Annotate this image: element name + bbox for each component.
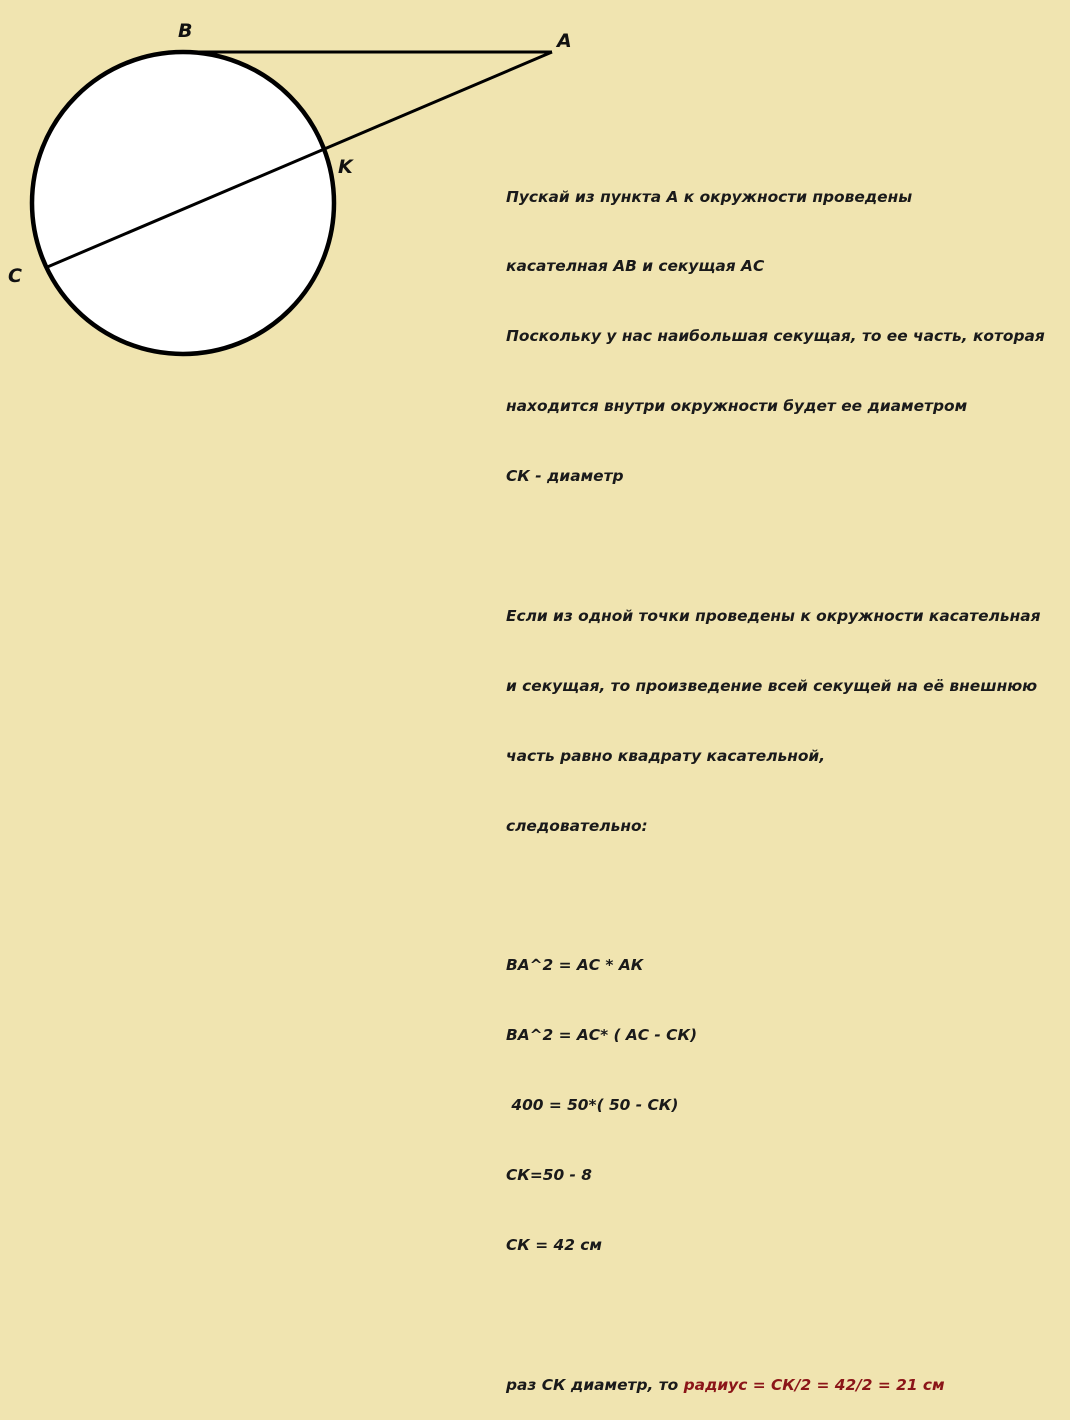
equation-line: СК = 42 см <box>506 1235 602 1254</box>
text-line: Пускай из пункта А к окружности проведены <box>506 187 913 206</box>
conclusion-line <box>506 1374 1045 1397</box>
text-line: и секущая, то произведение всей секущей на её внешнюю <box>506 676 1038 695</box>
point-label-b: B <box>178 20 193 42</box>
blank-line <box>506 535 1045 558</box>
solution-text <box>506 139 1045 1420</box>
text-line: касателная АВ и секущая АС <box>506 257 765 276</box>
text-line: Поскольку у нас наибольшая секущая, то ее часть, которая <box>506 327 1045 346</box>
radius-answer: радиус = СК/2 = 42/2 = 21 см <box>683 1375 945 1394</box>
blank-line <box>506 885 1045 908</box>
circle <box>32 52 334 354</box>
text-line: часть равно квадрату касательной, <box>506 746 826 765</box>
equation-line: СК=50 - 8 <box>506 1166 593 1185</box>
point-label-a: A <box>557 30 572 52</box>
text-line: Если из одной точки проведены к окружности касательная <box>506 606 1041 625</box>
blank-line <box>506 1304 1045 1327</box>
point-label-k: K <box>338 156 353 178</box>
text-line: СК - диаметр <box>506 467 624 486</box>
equation-line: 400 = 50*( 50 - СК) <box>506 1096 679 1115</box>
text-line: следовательно: <box>506 816 648 835</box>
equation-line: ВА^2 = АС * АК <box>506 956 644 975</box>
conclusion-prefix: раз СК диаметр, то <box>506 1375 684 1394</box>
equation-line: ВА^2 = АС* ( АС - СК) <box>506 1026 698 1045</box>
text-line: находится внутри окружности будет ее диаметром <box>506 397 968 416</box>
point-label-c: C <box>8 265 22 287</box>
